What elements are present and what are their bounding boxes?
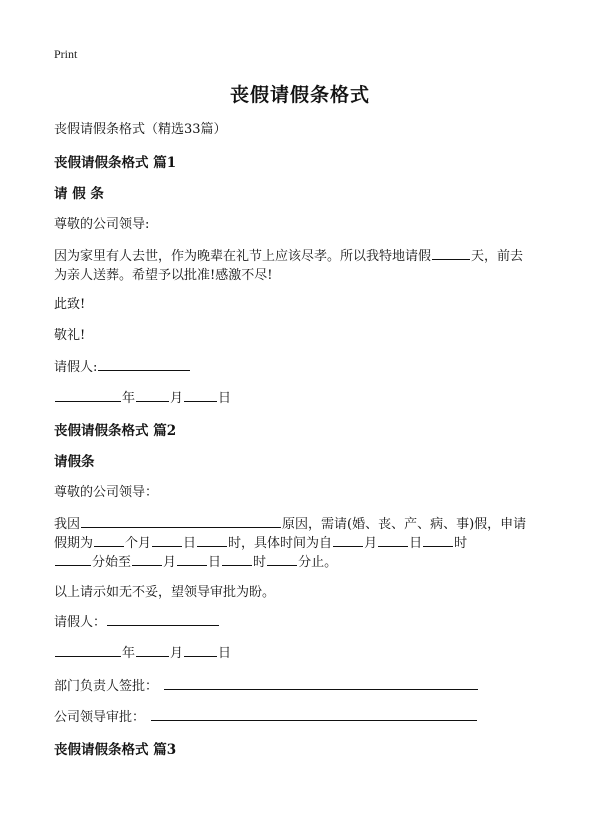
blank	[94, 533, 124, 547]
body-text: 日	[183, 536, 197, 551]
date-year: 年	[122, 391, 136, 406]
page-title: 丧假请假条格式	[229, 84, 370, 106]
section-1-body-line-1	[54, 245, 523, 264]
blank	[423, 533, 453, 547]
applicant-label: 请假人:	[54, 360, 98, 375]
blank-day	[184, 388, 217, 402]
body-text: 月	[163, 555, 177, 570]
section-2-applicant	[54, 611, 220, 630]
section-1-closing-2: 敬礼!	[54, 328, 86, 343]
section-2-date	[54, 642, 231, 661]
section-1-closing-1: 此致!	[54, 297, 86, 312]
section-2-dept-sign	[54, 675, 479, 694]
body-text: 分始至	[92, 555, 132, 570]
blank	[132, 552, 162, 566]
body-text: 时，具体时间为自	[228, 536, 333, 551]
dept-sign-label: 部门负责人签批：	[54, 679, 159, 694]
blank	[267, 552, 297, 566]
section-3-heading: 丧假请假条格式 篇3	[54, 742, 177, 758]
company-approve-label: 公司领导审批：	[54, 710, 146, 725]
body-text: 时	[253, 555, 267, 570]
blank-applicant	[98, 357, 190, 371]
section-2-company-approve	[54, 706, 478, 725]
body-text: 天，前去	[471, 249, 524, 264]
body-text: 时	[454, 536, 468, 551]
body-text: 假期为	[54, 536, 94, 551]
blank	[55, 552, 91, 566]
date-day: 日	[218, 646, 232, 661]
subtitle: 丧假请假条格式（精选33篇）	[54, 122, 227, 137]
blank-company-approve	[151, 707, 477, 721]
blank-day	[184, 643, 217, 657]
section-1-heading: 丧假请假条格式 篇1	[54, 155, 177, 171]
date-month: 月	[170, 646, 184, 661]
blank	[222, 552, 252, 566]
blank-reason	[81, 514, 281, 528]
section-2-salutation: 尊敬的公司领导：	[54, 485, 159, 500]
section-1-body-line-2: 为亲人送葬。希望予以批准!感激不尽!	[54, 268, 273, 283]
blank	[333, 533, 363, 547]
blank	[152, 533, 182, 547]
date-day: 日	[218, 391, 232, 406]
blank-dept-sign	[164, 676, 478, 690]
body-text: 个月	[125, 536, 152, 551]
blank	[378, 533, 408, 547]
blank	[197, 533, 227, 547]
body-text: 月	[364, 536, 378, 551]
blank-year	[55, 388, 121, 402]
blank-days	[432, 246, 470, 260]
section-1-date	[54, 387, 231, 406]
section-1-applicant	[54, 356, 191, 375]
section-2-body-line-1	[54, 513, 526, 532]
section-2-leave-title: 请假条	[54, 454, 95, 470]
blank	[177, 552, 207, 566]
blank-month	[136, 643, 169, 657]
body-text: 原因，需请(婚、丧、产、病、事)假，申请	[282, 517, 527, 532]
body-text: 我因	[54, 517, 81, 532]
section-1-salutation: 尊敬的公司领导:	[54, 217, 150, 232]
section-2-body-line-3	[54, 551, 337, 570]
body-text: 日	[409, 536, 423, 551]
date-year: 年	[122, 646, 136, 661]
section-2-body-line-2	[54, 532, 467, 551]
print-label: Print	[54, 47, 78, 61]
section-1-leave-title: 请 假 条	[54, 186, 104, 202]
section-2-heading: 丧假请假条格式 篇2	[54, 423, 177, 439]
blank-applicant	[107, 612, 219, 626]
body-text: 日	[208, 555, 222, 570]
section-2-closing: 以上请示如无不妥，望领导审批为盼。	[54, 585, 276, 600]
blank-year	[55, 643, 121, 657]
body-text: 分止。	[298, 555, 338, 570]
applicant-label: 请假人：	[54, 615, 107, 630]
body-text: 因为家里有人去世，作为晚辈在礼节上应该尽孝。所以我特地请假	[54, 249, 432, 264]
date-month: 月	[170, 391, 184, 406]
blank-month	[136, 388, 169, 402]
